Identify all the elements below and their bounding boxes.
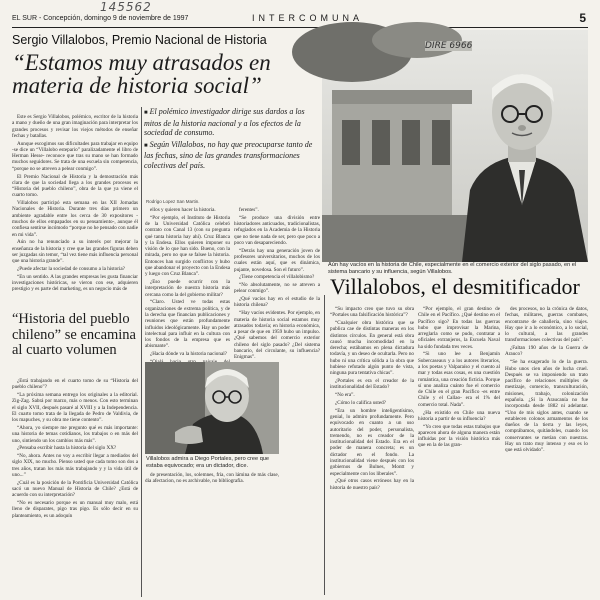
section-subhead: Villalobos, el desmitificador [330, 274, 580, 299]
main-photo-caption: Aún hay vacíos en la historia de Chile, especialmente en el comercio exterior del siglo pasado, en el sistema bancario y su influencia, según Villalobos. [328, 262, 577, 275]
paragraph: “Si uno lee a Benjamín Subercaseaux y a los autores literarios, a los poetas y Valparaíso y el cuento al mar y todas esas cosas, es una cuestión romántica, una creación ficticia. Porque sí uno analiza cuánto fue el comercio de Chile en el gran Pacífico -es entre Chile y el Callao- era el 1% del comercio total. Nada”. [418, 351, 500, 408]
column-divider [141, 107, 142, 597]
paragraph: “Por ejemplo, el gran destino de Chile en el Pacífico. ¿Qué destino en el Pacífico sigo? En todas las guerras hubo que improvisar la Marina, arreglarla como se pudo, contratar a oficiales extranjeros, la Escuela Naval ha sido fundada tres veces. [418, 306, 500, 350]
paragraph: Aunque escogimos sus dificultades para trabajar en equipo -se dice un “Villalobo estepario” paralizadamente el libro de Herman Hesse- reconoce que tras su mano se han formado muchos seguidores. Se trata de una escuela sin competencia, “porque no se atreven a pelear conmigo”. [12, 140, 138, 172]
paragraph: ¿Hacia dónde va la historia nacional? [150, 351, 227, 358]
masthead [12, 13, 586, 25]
paragraph: ¿Está trabajando en el cuarto tomo de su “Historia del pueblo chileno”? [12, 378, 138, 391]
column-1-top [12, 114, 138, 304]
paragraph: ¿Qué otros casos erróneos hay en la historia de nuestro país? [330, 478, 414, 491]
photo-villalobos-closeup [145, 362, 279, 454]
paper-date: EL SUR - Concepción, domingo 9 de noviembre de 1997 [12, 15, 189, 22]
small-photo-caption: Villalobos admira a Diego Portales, pero cree que estaba equivocado; era un dictador, dice. [146, 456, 270, 469]
paragraph: Villalobos participó esta semana en las XII Jornadas Nacionales de Historia. Durante tres días primero un ambiente agradable entre los cerca de 30 expositores -muchos de ellos empapados en su pensamiento-, aunque él confiesa sentirse incómodo “porque no he pensado con nadie en mi vida”. [12, 200, 138, 238]
paragraph: “No, ahora. Antes no voy a escribir llegar a mediados del siglo XIX, no mucho. Pienso usted que cada tomo son dos a tres años, tratan los más más trabajando y y la vida útil de uno...” [12, 453, 138, 478]
column-4 [330, 306, 414, 596]
paragraph: ¿Tiene competencia el villalobismo? [239, 274, 315, 281]
column-1-bottom [12, 378, 138, 596]
photo-credit: Rodrigo Lopez San Martin. [146, 199, 200, 204]
paragraph: “Se produce una división entre historiadores anticuados, tradicionalistas, refugiados en la Academia de la Historia que no tiene nada de ser, pero que poco a poco van desapareciendo. [234, 214, 320, 246]
summary-bullet: ■ El polémico investigador dirige sus dardos a los mitos de la historia nacional y a los efectos de la sociedad de consumo. [144, 107, 305, 137]
paragraph: ¿Cómo lo califica usted? [335, 399, 386, 406]
masthead-rule [12, 27, 588, 28]
section-name: INTERCOMUNA [252, 13, 363, 23]
paragraph: “Claro. Usted ve todas estas organizaciones de extrema política, y de la derecha que financian publicaciones y reuniones que están profundamente influidos ideológicamente. Hay un poder intelectual para influir en la cultura con los fondos de la empresa que es abismante”. [145, 299, 230, 350]
paragraph: “Era un hombre inteligentísimo, genial, lo admiro profundamente. Pero equivocado en cuanto a un uso autoritario del poder, personalista, tremendo, no es creador de la institucionalidad del Estado. Era en el poder de manera concreta; es un dictador en el fondo. La institucionalidad viene después con los gobiernos de Bulnes, Montt y especialmente con los liberales”. [330, 407, 414, 477]
column-divider [324, 295, 325, 595]
paragraph: ¿Pensaba escribir hasta la historia del siglo XX? [17, 445, 117, 452]
paragraph: “No era”. [335, 392, 355, 399]
paragraph: ¿Puede afectar la sociedad de consumo a la historia? [17, 265, 125, 272]
paragraph: ¿Qué vacíos hay en el estudio de la historia chilena? [234, 296, 320, 309]
paragraph: “Por ejemplo, el Instituto de Historia de la Universidad Católica celebró contrato con Canal 13 (con su pregunta qué tanta historia hay ahí). Cruz Blanca y la Endesa. Ellos quieren imponer su visión de lo que han sido. Bueno, con la mirada, pero no que se falsee la historia. Entonces han surgido conflictos y hubo que abandonar el proyecto con la Endesa y luego con Cruz Blanca”. [145, 214, 230, 278]
page-number: 5 [579, 11, 586, 25]
paragraph: ¿Faltan 190 años de la Guerra de Arauco? [505, 345, 588, 358]
paragraph: Este es Sergio Villalobos, polémico, escritor de la historia a mano y dueño de una gran imaginación para interpretar los grandes procesos y revisar los viejos métodos de enseñar fechas y batallas. [12, 114, 138, 139]
paragraph: Aún no ha renunciado a su interés por mejorar la enseñanza de la historia y cree que las grandes figuras deben ser juzgadas sin temor, “tal vez tiene más influencia personal que una historia grande”. [12, 239, 138, 265]
paragraph: “En un sentido. A las grandes empresas les gusta financiar investigaciones históricas, se vieron con ese, adquieren prestigio y es parte del marketing, es un negocio más de [12, 273, 138, 293]
column-2-bottom [145, 472, 279, 596]
portrait-photo-drawing [322, 30, 588, 262]
paragraph: El Premio Nacional de Historia y la demostración más clara de que la sociedad llega a los grandes procesos es “Historia del pueblo chileno”, obra de la que ya viene el cuarto tomo. [12, 173, 138, 199]
paragraph: “Hay vacíos evidentes. Por ejemplo, en materia de historia social estamos muy atrasados todavía; en historia económica, a pesar de que en 1959 hubo un impulso. ¿Qué sabemos del comercio exterior chileno del siglo pasado? ¿Del sistema bancario, del circulante, su influencia? Enigmas”. [234, 310, 320, 361]
handwritten-archive-number: 145562 [100, 0, 152, 14]
photo-villalobos-portrait [322, 30, 588, 262]
article-summary-bullets [144, 107, 320, 172]
handwritten-photo-note: DIRE 6966 [425, 41, 473, 51]
paragraph: ¿Eso puede ocurrir con la interpretación de nuestra historia más cercana como la del gobierno militar? [145, 279, 230, 298]
paragraph: “Su impacto creo que tuvo su obra “Portales una falsificación histórica”? [330, 306, 414, 319]
summary-bullet: ■ Según Villalobos, no hay que preocuparse tanto de las fechas, sino de las grandes transformaciones colectivas del país. [144, 139, 313, 170]
column-2 [145, 207, 230, 357]
column-5 [418, 306, 500, 596]
paragraph: “Se ha exagerado lo de la guerra. Hubo unos cien años de lucha cruel. Después se va imponiendo un trato pacífico de relaciones múltiples de mestizaje, comercio, transculturación, misiones, trabajo, colonización española. ¿Si la Araucanía no fue incorporada desde 1882 ni adelantar. “Uno de mis siglos antes, cuando se establecen colonos armamentos de los dueños de la tierra y las leyes, comprábamos, quitándoles, cuando los conservantes se metían con nuestras. Hay un trato muy intenso y eso es lo que está olvidado”. [505, 359, 588, 454]
paragraph: “La próxima semana entrego los originales a la editorial. Zig-Zag. Sabrá por marzo, más o menos. Con esto terminan el siglo XVII, después pasaré al XVIII y a la Independencia. El cuarto tomo trata de la llegada de Pedro de Valdivia, de los mapuches, y su obra me tiene contento”. [12, 392, 138, 424]
article-headline: “Estamos muy atrasados en materia de historia social” [12, 50, 271, 98]
bullet-icon: ■ [144, 110, 148, 116]
closeup-photo-drawing [145, 362, 279, 454]
pull-quote-heading: “Historia del pueblo chileno” se encamina al cuarto volumen [12, 311, 136, 358]
paragraph: ¿Ha existido en Chile una nueva historia a partir de su influencia? [418, 409, 500, 422]
paragraph: ¿Cuál es la posición de la Pontificia Universidad Católica sacó un nuevo Manual de Historia de Chile? ¿Está de acuerdo con su interpretación? [12, 479, 138, 499]
paragraph: “Cualquier obra histórica que se publica cae de distintas maneras en los distintos círculos. En general está obra causó mucha incomodidad en la derecha; estábamos en plena dictadura todavía, y un deseo de ocultarla. Pero no hubo ni una crítica sólida a la obra que hubiese refutado algún punto de vista, ninguna pura tentativa chicas”. [330, 320, 414, 377]
paragraph: “Yo creo que todas estas trabajos que aparecen ahora de alguna manera están influidas por la visión histórica más que en la de las gran- [418, 423, 500, 449]
paragraph: ¿Portales es era el creador de la institucionalidad del Estado? [330, 378, 414, 391]
paragraph: ellos y quieren hacer la historia. [150, 207, 216, 213]
column-6 [505, 306, 588, 596]
bullet-icon: ■ [144, 142, 148, 149]
paragraph: “Detrás hay una generación joven de profesores universitarios, muchos de los cuales están aquí, que es dinámica, pujante, novedosa. Son el futuro”. [234, 247, 320, 273]
article-kicker: Sergio Villalobos, Premio Nacional de Historia [12, 33, 267, 47]
paragraph: “No absolutamente, no se atreven a pelear conmigo”. [234, 282, 320, 295]
paragraph: “Ahora, yo siempre me pregunto qué es más importante: una historia de temas cotidianos, los trabajos o en más del uno, sintiendo un los cambios más más”. [12, 424, 138, 444]
column-3 [234, 207, 320, 361]
paragraph: ferentes”. [239, 207, 259, 213]
paragraph: de presentación, los, solemnes, fría, con lámina de más clase, día afectacion, no es archivable, no bibliografía. [145, 472, 279, 485]
paragraph: “No es necesario porque es un manual muy malo, está lleno de disparates, pigo tras pigo. Es sólo decir en su planteamiento, es un adoquín [12, 500, 138, 519]
paragraph: des procesos, no la crónica de datos, fechas, militares, guerras combates, encontrarse de caballería, sino viajes. Hay que ir a lo económico, a lo social, lo cultural, a las grandes transformaciones colectivas del país”. [505, 306, 588, 344]
